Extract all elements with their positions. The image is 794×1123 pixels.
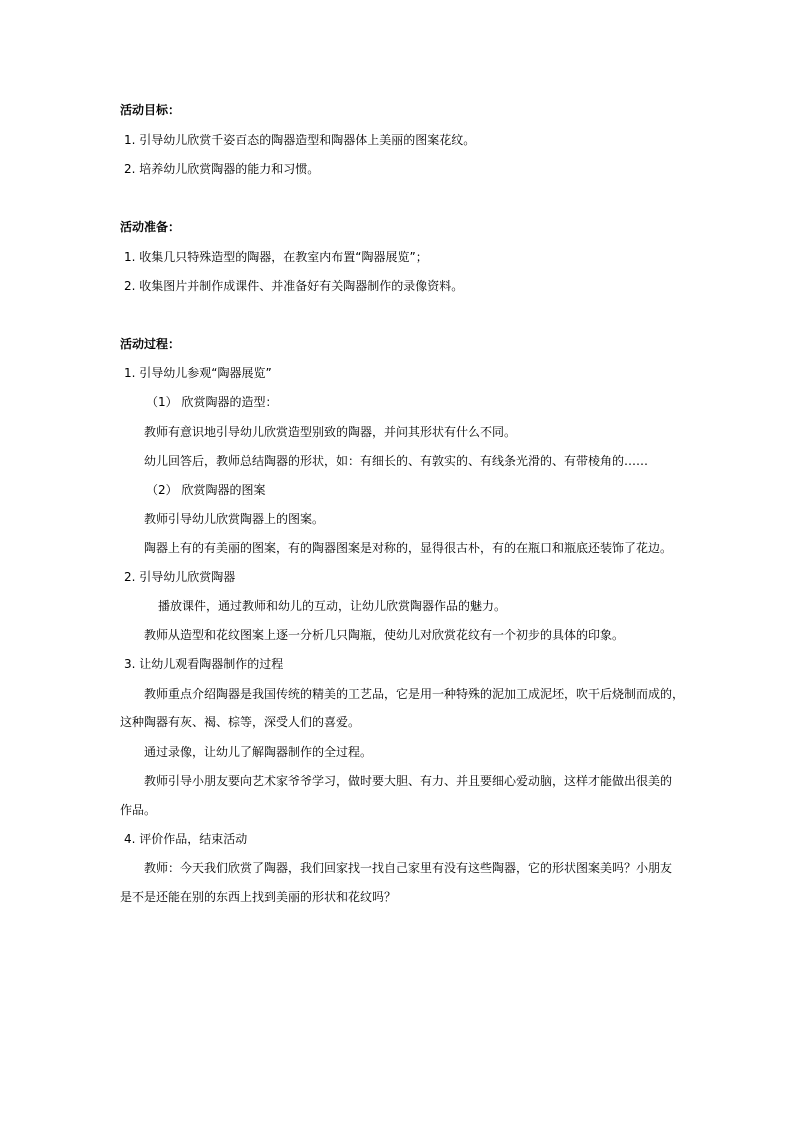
process-sub-1: （1） 欣赏陶器的造型： bbox=[146, 395, 278, 409]
process-text: 教师引导小朋友要向艺术家爷爷学习，做时要大胆、有力、并且要细心爱动脑，这样才能做出很美的 bbox=[144, 774, 673, 788]
goals-item-2: 2. 培养幼儿欣赏陶器的能力和习惯。 bbox=[124, 162, 320, 176]
process-text: 教师重点介绍陶器是我国传统的精美的工艺品，它是用一种特殊的泥加工成泥坯，吹干后烧制而成的， bbox=[144, 687, 685, 701]
process-text: 陶器上有的有美丽的图案，有的陶器图案是对称的，显得很古朴，有的在瓶口和瓶底还装饰了花边。 bbox=[144, 541, 673, 555]
process-text: 这种陶器有灰、褐、棕等，深受人们的喜爱。 bbox=[120, 715, 361, 729]
process-text: 教师引导幼儿欣赏陶器上的图案。 bbox=[144, 512, 325, 526]
process-text: 教师：今天我们欣赏了陶器，我们回家找一找自己家里有没有这些陶器，它的形状图案美吗？小朋友 bbox=[144, 861, 673, 875]
process-step-1: 1. 引导幼儿参观“陶器展览” bbox=[124, 366, 272, 380]
process-text: 教师从造型和花纹图案上逐一分析几只陶瓶，使幼儿对欣赏花纹有一个初步的具体的印象。 bbox=[144, 628, 625, 642]
goals-heading: 活动目标： bbox=[120, 103, 181, 117]
process-step-2: 2. 引导幼儿欣赏陶器 bbox=[124, 570, 236, 584]
process-text: 作品。 bbox=[120, 803, 157, 817]
process-text: 幼儿回答后，教师总结陶器的形状，如：有细长的、有敦实的、有线条光滑的、有带棱角的…… bbox=[144, 454, 649, 468]
prep-heading: 活动准备： bbox=[120, 220, 181, 234]
process-text: 是不是还能在别的东西上找到美丽的形状和花纹吗？ bbox=[120, 890, 397, 904]
process-step-4: 4. 评价作品，结束活动 bbox=[124, 832, 248, 846]
process-text: 通过录像，让幼儿了解陶器制作的全过程。 bbox=[144, 745, 373, 759]
goals-item-1: 1. 引导幼儿欣赏千姿百态的陶器造型和陶器体上美丽的图案花纹。 bbox=[124, 133, 476, 147]
process-sub-2: （2） 欣赏陶器的图案 bbox=[146, 483, 266, 497]
process-text: 教师有意识地引导幼儿欣赏造型别致的陶器，并问其形状有什么不同。 bbox=[144, 425, 517, 439]
prep-item-1: 1. 收集几只特殊造型的陶器，在教室内布置“陶器展览”； bbox=[124, 250, 428, 264]
process-step-3: 3. 让幼儿观看陶器制作的过程 bbox=[124, 657, 284, 671]
process-heading: 活动过程： bbox=[120, 337, 181, 351]
prep-item-2: 2. 收集图片并制作成课件、并准备好有关陶器制作的录像资料。 bbox=[124, 279, 464, 293]
process-text: 播放课件，通过教师和幼儿的互动，让幼儿欣赏陶器作品的魅力。 bbox=[158, 599, 507, 613]
